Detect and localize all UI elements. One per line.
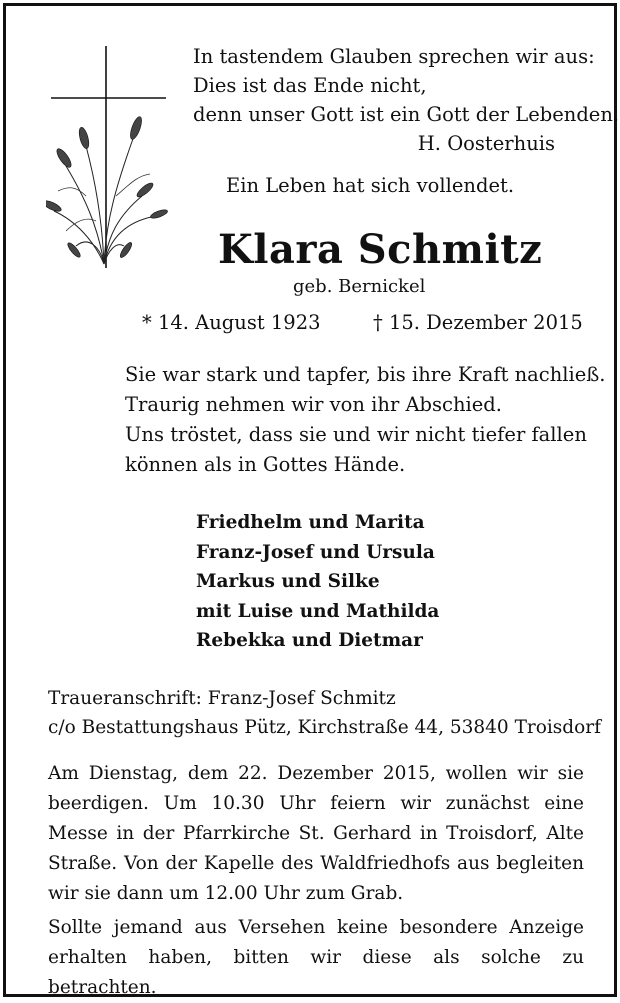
- deceased-name: Klara Schmitz: [218, 226, 543, 273]
- death-date: † 15. Dezember 2015: [373, 311, 583, 334]
- verse-line: denn unser Gott ist ein Gott der Lebenden.: [193, 103, 620, 126]
- verse-line: In tastendem Glauben sprechen wir aus:: [193, 45, 595, 68]
- verse-line: Dies ist das Ende nicht,: [193, 74, 427, 97]
- cross-with-wheat-icon: [46, 46, 171, 271]
- family-member: Rebekka und Dietmar: [196, 630, 423, 651]
- family-member: Franz-Josef und Ursula: [196, 541, 435, 563]
- birth-date: * 14. August 1923: [142, 311, 321, 334]
- quote: [125, 360, 606, 480]
- family-member: mit Luise und Mathilda: [196, 600, 440, 622]
- maiden-name: geb. Bernickel: [293, 276, 426, 297]
- obituary-card: [3, 3, 620, 998]
- quote-line: können als in Gottes Hände.: [125, 453, 406, 476]
- quote-line: Uns tröstet, dass sie und wir nicht tiefer fallen: [125, 423, 587, 446]
- quote-line: Traurig nehmen wir von ihr Abschied.: [125, 393, 502, 416]
- verse-author: H. Oosterhuis: [417, 132, 555, 155]
- quote-line: Sie war stark und tapfer, bis ihre Kraft nachließ.: [125, 363, 606, 386]
- notice-text: Sollte jemand aus Versehen keine besondere Anzeige erhalten haben, bitten wir diese als solche zu betrachten.: [48, 917, 584, 998]
- intro-line: Ein Leben hat sich vollendet.: [226, 174, 515, 197]
- address-line: c/o Bestattungshaus Pütz, Kirchstraße 44, 53840 Troisdorf: [48, 717, 601, 738]
- funeral-details: Am Dienstag, dem 22. Dezember 2015, wollen wir sie beerdigen. Um 10.30 Uhr feiern wir zunächst eine Messe in der Pfarrkirche St. Gerhard in Troisdorf, Alte Straße. Von der Kapelle des Waldfriedhofs aus begleiten wir sie dann um 12.00 Uhr zum Grab.: [48, 763, 584, 904]
- verse: [193, 42, 619, 158]
- family-list: [196, 508, 439, 656]
- mourning-address: [48, 684, 601, 742]
- address-line: Traueranschrift: Franz-Josef Schmitz: [48, 688, 396, 709]
- family-member: Friedhelm und Marita: [196, 512, 425, 533]
- family-member: Markus und Silke: [196, 571, 380, 592]
